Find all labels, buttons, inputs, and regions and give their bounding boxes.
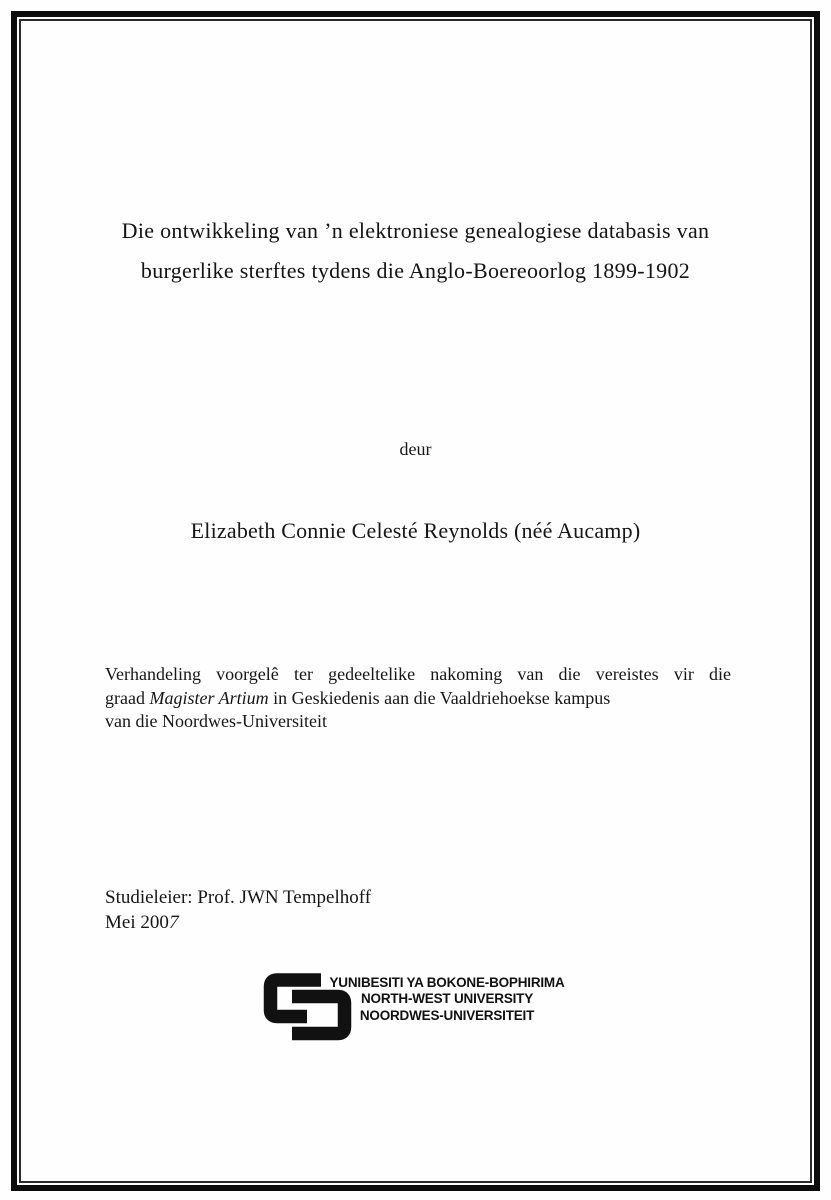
thesis-title-line1: Die ontwikkeling van ’n elektroniese genealogiese databasis van bbox=[121, 218, 710, 243]
logo-text-line3: NOORDWES-UNIVERSITEIT bbox=[359, 1007, 535, 1023]
thesis-title bbox=[70, 211, 761, 291]
degree-statement-line3: van die Noordwes-Universiteit bbox=[105, 711, 327, 731]
university-logo bbox=[263, 971, 583, 1053]
date-last-digit: 7 bbox=[166, 912, 181, 933]
degree-statement-line2 bbox=[105, 687, 731, 711]
degree-statement-line1: Verhandeling voorgelê ter gedeeltelike nakoming van die vereistes vir die bbox=[105, 664, 731, 684]
logo-text-line1: YUNIBESITI YA BOKONE-BOPHIRIMA bbox=[329, 975, 565, 990]
logo-text-line2: NORTH-WEST UNIVERSITY bbox=[360, 991, 534, 1007]
degree-statement bbox=[105, 663, 731, 734]
supervisor-block bbox=[105, 885, 371, 935]
degree-statement-line2-prefix: graad bbox=[105, 687, 150, 708]
thesis-title-line2: burgerlike sterftes tydens die Anglo-Boereoorlog 1899-1902 bbox=[140, 258, 691, 283]
supervisor-line: Studieleier: Prof. JWN Tempelhoff bbox=[105, 887, 372, 908]
date-line bbox=[105, 910, 371, 935]
university-logo-text bbox=[317, 975, 577, 1024]
author-name: Elizabeth Connie Celesté Reynolds (néé Aucamp) bbox=[190, 518, 641, 543]
degree-name: Magister Artium bbox=[149, 687, 269, 708]
byline-label: deur bbox=[399, 439, 432, 459]
degree-statement-line2-suffix: in Geskiedenis aan die Vaaldriehoekse kampus bbox=[268, 687, 611, 708]
date-prefix: Mei 200 bbox=[105, 912, 169, 933]
